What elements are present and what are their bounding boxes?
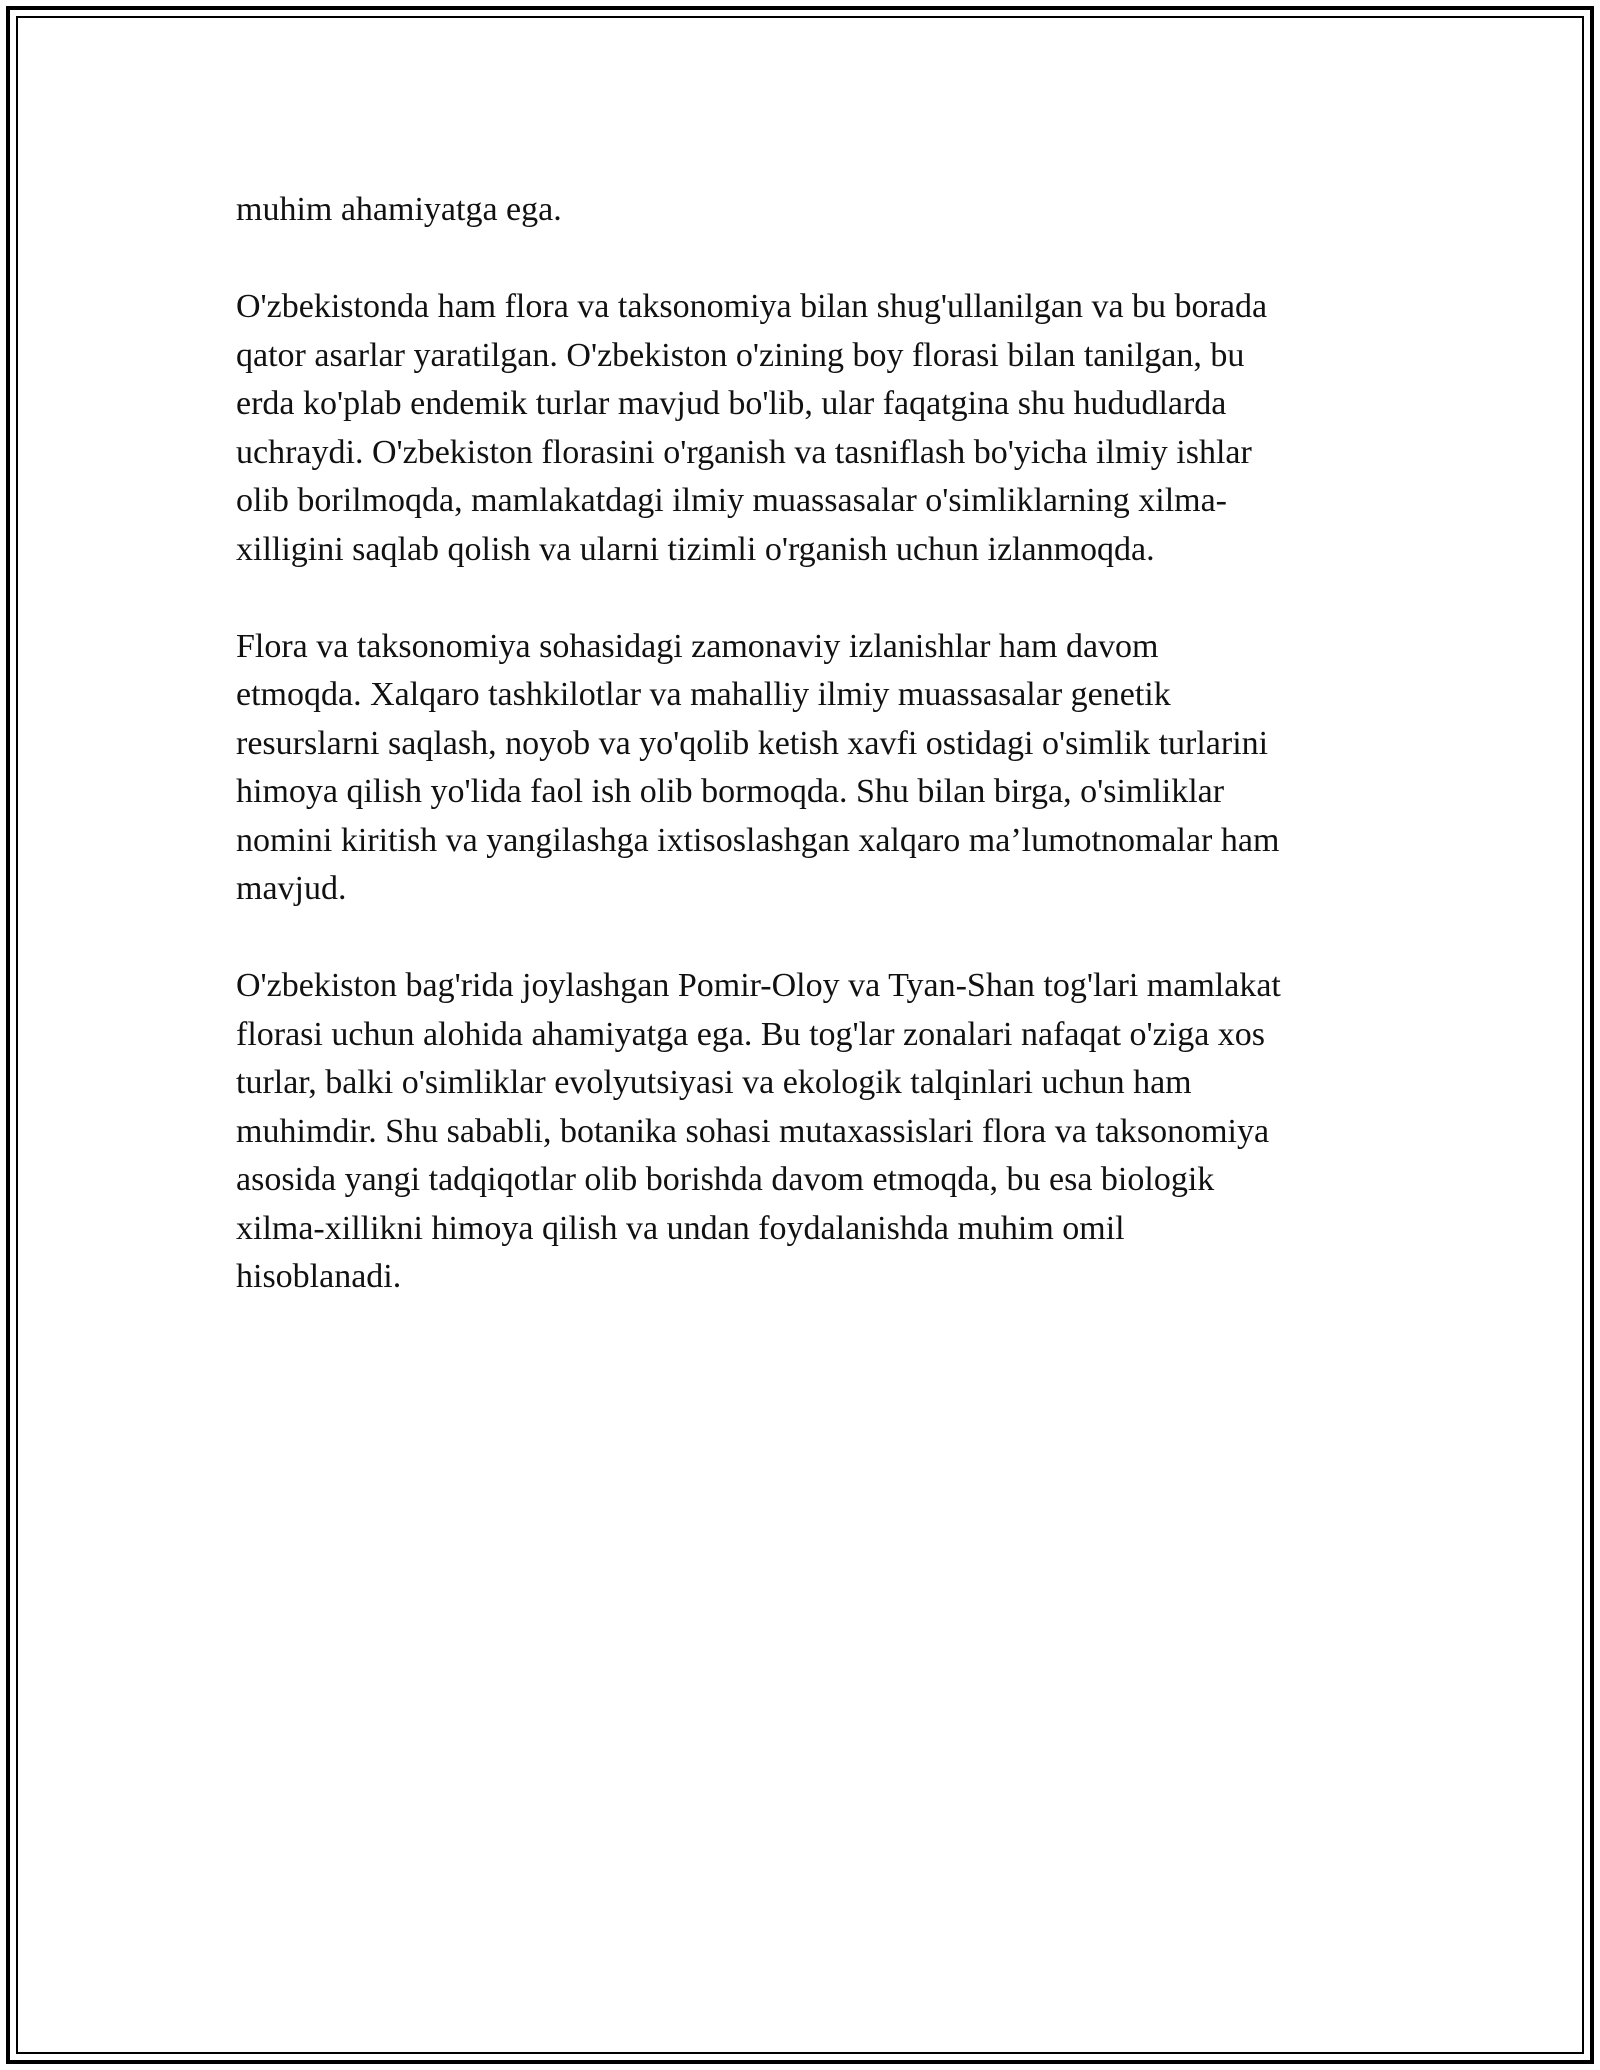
document-body: [236, 186, 1376, 1350]
paragraph-continuation: muhim ahamiyatga ega.: [236, 191, 562, 228]
paragraph-mountain-flora: O'zbekiston bag'rida joylashgan Pomir-Oloy va Tyan-Shan tog'lari mamlakat florasi uchun alohida ahamiyatga ega. Bu tog'lar zonalari nafaqat o'ziga xos turlar, balki o'simliklar evolyutsiyasi va ekologik talqinlari uchun ham muhimdir. Shu sababli, botanika sohasi mutaxassislari flora va taksonomiya asosida yangi tadqiqotlar olib borishda davom etmoqda, bu esa biologik xilma-xillikni himoya qilish va undan foydalanishda muhim omil hisoblanadi.: [236, 967, 1281, 1295]
paragraph-modern-research: Flora va taksonomiya sohasidagi zamonaviy izlanishlar ham davom etmoqda. Xalqaro tashkilotlar va mahalliy ilmiy muassasalar genetik resurslarni saqlash, noyob va yo'qolib ketish xavfi ostidagi o'simlik turlarini himoya qilish yo'lida faol ish olib bormoqda. Shu bilan birga, o'simliklar nomini kiritish va yangilashga ixtisoslashgan xalqaro ma’lumotnomalar ham mavjud.: [236, 627, 1280, 907]
paragraph-uzbekistan-flora-works: O'zbekistonda ham flora va taksonomiya bilan shug'ullanilgan va bu borada qator asarlar yaratilgan. O'zbekiston o'zining boy florasi bilan tanilgan, bu erda ko'plab endemik turlar mavjud bo'lib, ular faqatgina shu hududlarda uchraydi. O'zbekiston florasini o'rganish va tasniflash bo'yicha ilmiy ishlar olib borilmoqda, mamlakatdagi ilmiy muassasalar o'simliklarning xilma- xilligini saqlab qolish va ularni tizimli o'rganish uchun izlanmoqda.: [236, 288, 1268, 568]
